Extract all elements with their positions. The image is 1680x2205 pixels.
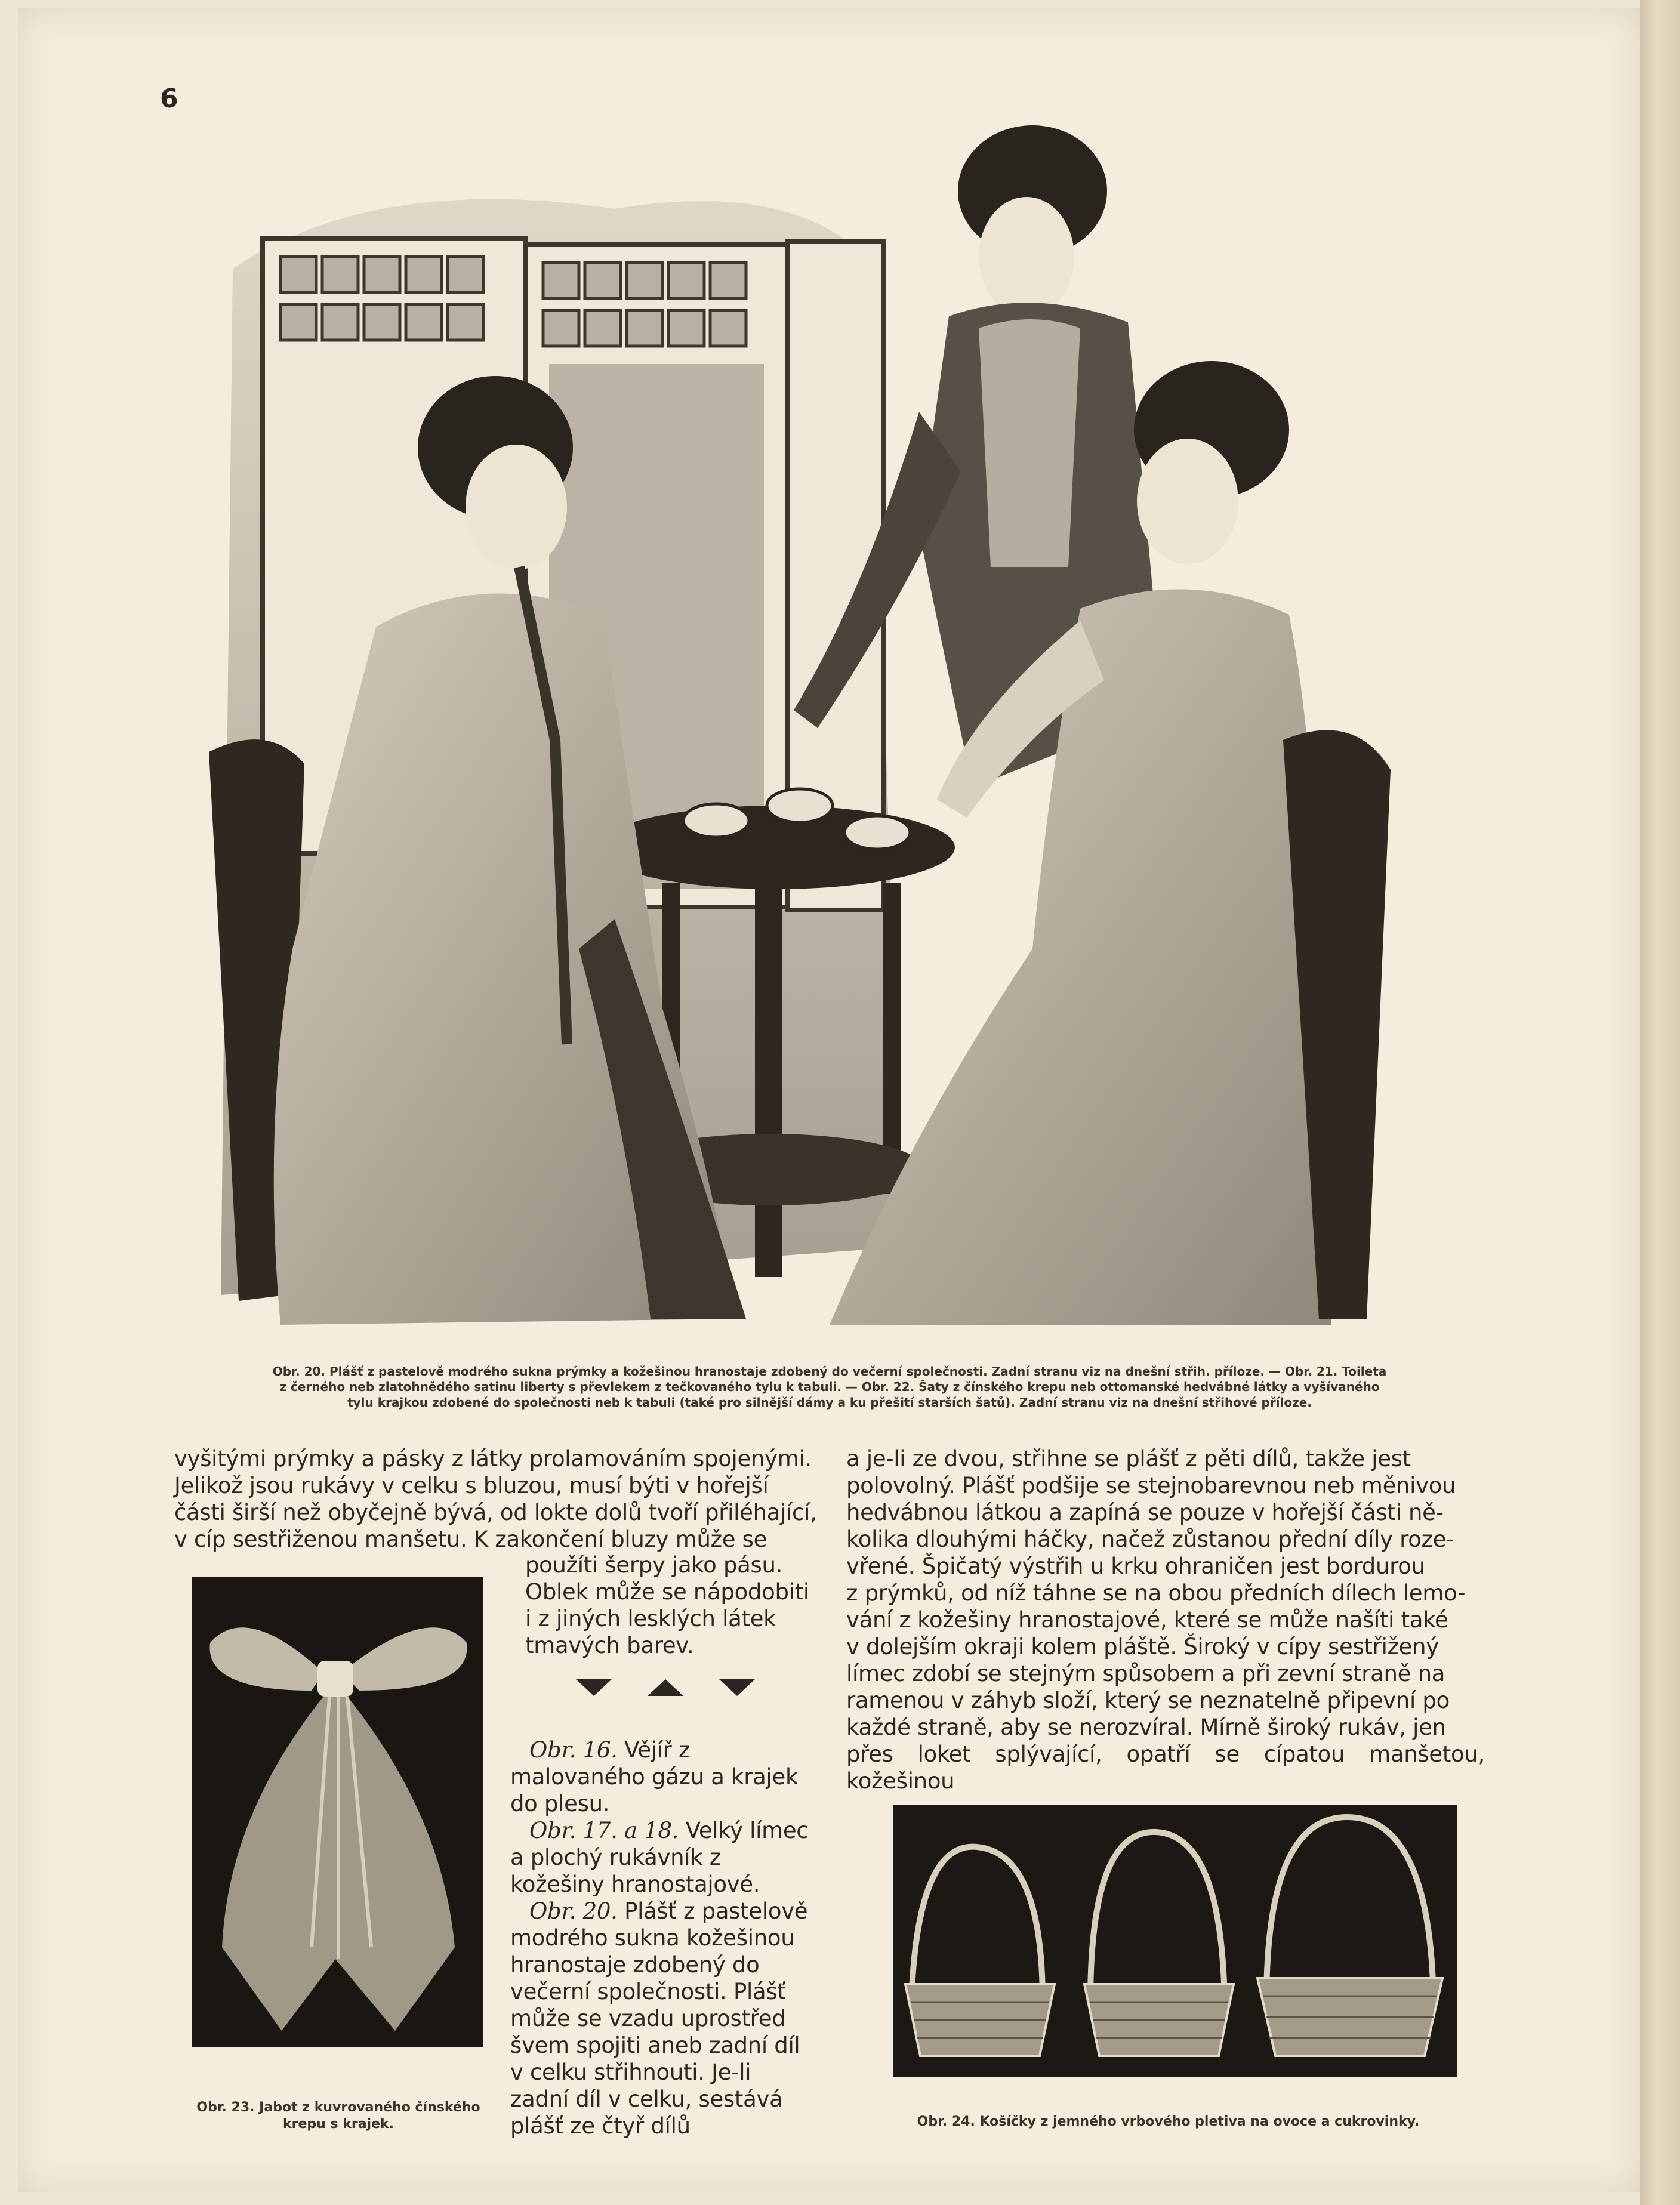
wicker-baskets-icon bbox=[893, 1805, 1457, 2077]
caption-line: tylu krajkou zdobené do společnosti neb k tabuli (také pro silnější dámy a ku přešití starších šatů). Zadní stranu viz na dnešní střihové příloze. bbox=[347, 1395, 1312, 1410]
figure-24-baskets-photo bbox=[893, 1805, 1457, 2077]
text-line: vání z kožešiny hranostajové, které se může našíti také bbox=[846, 1607, 1448, 1633]
text-line: části širší než obyčejně bývá, od lokte dolů tvoří přiléhající, bbox=[174, 1500, 817, 1525]
figure-label: Obr. 16. bbox=[529, 1737, 618, 1763]
text-line: kolika dlouhými háčky, načež zůstanou přední díly roze- bbox=[846, 1526, 1454, 1552]
fashion-plate-illustration-icon bbox=[197, 113, 1468, 1325]
text-line: použíti šerpy jako pásu. bbox=[525, 1552, 783, 1578]
figure-17-description bbox=[510, 1817, 815, 1898]
text-line: z prýmků, od níž táhne se na obou předních dílech lemo- bbox=[846, 1580, 1466, 1606]
book-spine bbox=[1640, 0, 1680, 2205]
figure-text: Velký límec a plochý rukávník z kožešiny hranostajové. bbox=[510, 1818, 809, 1897]
lace-jabot-icon bbox=[192, 1577, 483, 2047]
text-line: tmavých barev. bbox=[525, 1633, 694, 1658]
column-2-text bbox=[846, 1445, 1485, 1794]
text-line: Oblek může se nápodobiti bbox=[525, 1579, 809, 1605]
figure-20-description bbox=[510, 1898, 815, 2139]
figure-text: Plášť z pastelově modrého sukna kožešinou hranostaje zdobený do večerní společnosti. Plášť může se vzadu uprostřed švem spojiti aneb zadní díl v celku střihnouti. Je-li zadní díl v celku, sestává plášť ze čtyř dílů bbox=[510, 1898, 808, 2139]
text-line: límec zdobí se stejným spůsobem a při zevní straně na bbox=[846, 1661, 1445, 1686]
caption-line: krepu s krajek. bbox=[282, 2117, 394, 2132]
figure-text: Vějíř z malovaného gázu a krajek do plesu. bbox=[510, 1737, 799, 1817]
figure-23-caption bbox=[162, 2099, 514, 2133]
figure-label: Obr. 17. a 18. bbox=[529, 1818, 679, 1843]
fashion-plate-illustration bbox=[197, 113, 1468, 1325]
text-line: i z jiných lesklých látek bbox=[525, 1606, 776, 1632]
figure-24-caption: Obr. 24. Košíčky z jemného vrbového pletiva na ovoce a cukrovinky. bbox=[917, 2114, 1420, 2129]
main-plate-caption bbox=[167, 1364, 1492, 1410]
triangle-ornament-icon bbox=[564, 1676, 767, 1700]
text-line: v cíp sestřiženou manšetu. K zakončení bluzy může se bbox=[174, 1526, 767, 1552]
column-1-wrap-text bbox=[525, 1552, 815, 1659]
caption-line: Obr. 20. Plášť z pastelově modrého sukna prýmky a kožešinou hranostaje zdobený do večerní společnosti. Zadní stranu viz na dnešní střih. příloze. — Obr. 21. Toileta bbox=[272, 1364, 1387, 1378]
figure-label: Obr. 20. bbox=[529, 1898, 618, 1924]
text-line: vyšitými prýmky a pásky z látky prolamováním spojenými. bbox=[174, 1446, 812, 1472]
text-line: přes loket splývající, opatří se cípatou manšetou, kožešinou bbox=[846, 1741, 1485, 1794]
column-1-top-text bbox=[174, 1445, 822, 1553]
figure-descriptions bbox=[510, 1737, 815, 2139]
text-line: ramenou v záhyb složí, který se neznatelně připevní po bbox=[846, 1688, 1450, 1713]
caption-line: Obr. 23. Jabot z kuvrovaného čínského bbox=[196, 2100, 480, 2115]
text-line: hedvábnou látkou a zapíná se pouze v hořejší části ně- bbox=[846, 1500, 1444, 1525]
text-line: Jelikož jsou rukávy v celku s bluzou, musí býti v hořejší bbox=[174, 1473, 769, 1498]
text-line: a je-li ze dvou, střihne se plášť z pěti dílů, takže jest bbox=[846, 1446, 1411, 1472]
page-number: 6 bbox=[160, 84, 178, 114]
text-line: každé straně, aby se nerozvíral. Mírně široký rukáv, jen bbox=[846, 1714, 1446, 1740]
figure-23-jabot-photo bbox=[192, 1577, 483, 2047]
text-line: v dolejším okraji kolem pláště. Široký v cípy sestřižený bbox=[846, 1634, 1439, 1660]
text-line: polovolný. Plášť podšije se stejnobarevnou neb měnivou bbox=[846, 1473, 1456, 1498]
caption-line: z černého neb zlatohnědého satinu liberty s převlekem z tečkovaného tylu k tabuli. — Obr. 22. Šaty z čínského krepu neb ottomanské hedvábné látky a vyšívaného bbox=[279, 1380, 1380, 1394]
text-line: vřené. Špičatý výstřih u krku ohraničen jest bordurou bbox=[846, 1553, 1425, 1579]
figure-16-description bbox=[510, 1737, 815, 1817]
